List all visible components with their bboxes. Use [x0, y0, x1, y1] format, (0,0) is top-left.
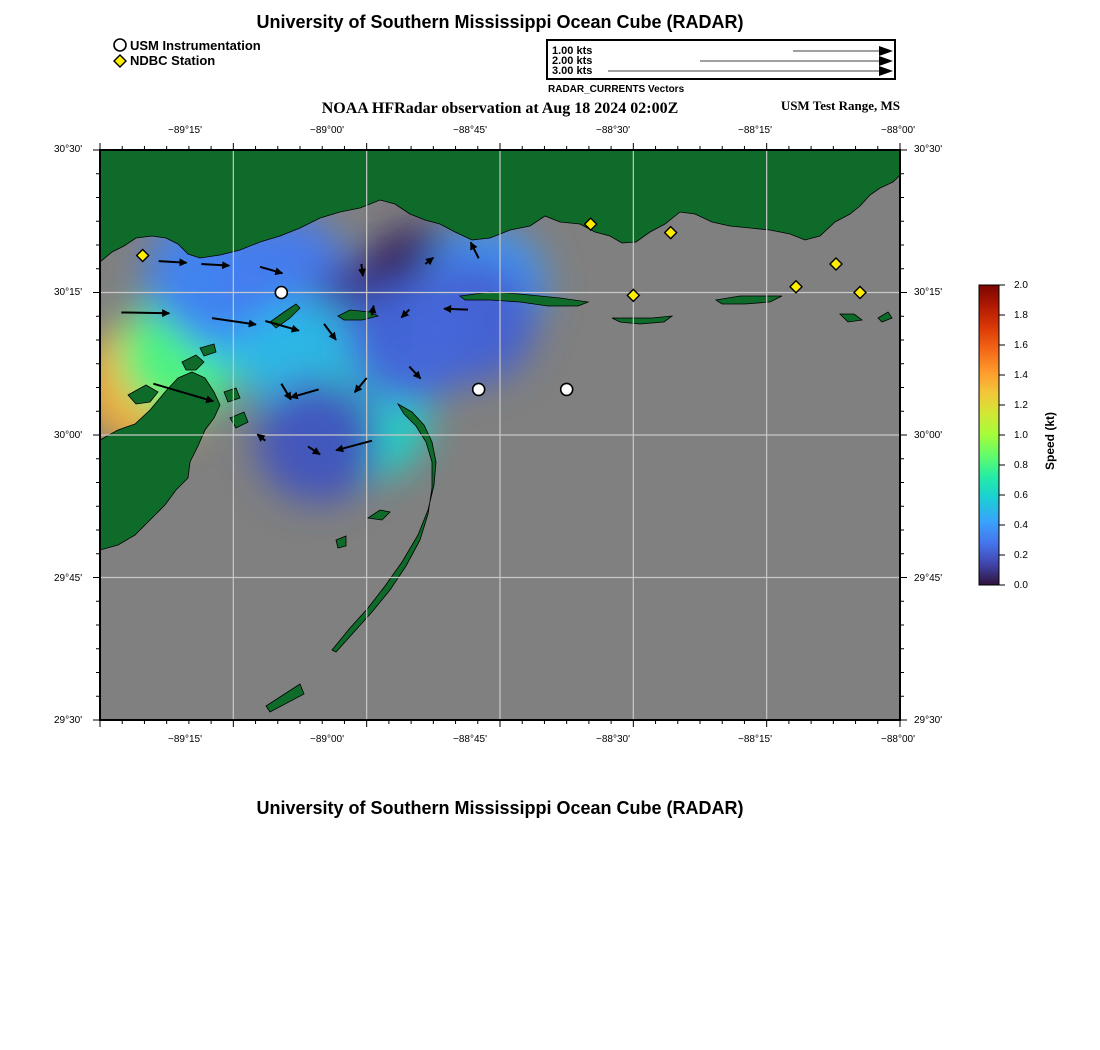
- x-tick-bottom-1: −89°15': [168, 734, 202, 745]
- speed-colorbar: [975, 280, 1015, 592]
- y-tick-right-3: 30°00': [914, 430, 943, 441]
- colorbar-tick-1.4: 1.4: [1014, 370, 1028, 381]
- y-tick-right-5: 29°30': [914, 715, 943, 726]
- x-tick-bottom-2: −89°00': [310, 734, 344, 745]
- colorbar-tick-0.8: 0.8: [1014, 460, 1028, 471]
- colorbar-title: Speed (kt): [1043, 411, 1057, 470]
- speed-cell-13: [347, 282, 471, 406]
- x-tick-bottom-4: −88°30': [596, 734, 630, 745]
- y-tick-left-5: 29°30': [54, 715, 83, 726]
- colorbar-tick-0.2: 0.2: [1014, 550, 1028, 561]
- x-tick-bottom-6: −88°00': [881, 734, 915, 745]
- second-panel-title: University of Southern Mississippi Ocean Cube (RADAR): [256, 798, 744, 818]
- x-tick-top-1: −89°15': [168, 125, 202, 136]
- usm-site-3: [561, 383, 573, 395]
- x-tick-bottom-3: −88°45': [453, 734, 487, 745]
- speed-cell-12: [257, 379, 381, 503]
- y-tick-left-1: 30°30': [54, 144, 83, 155]
- vector-scale-label-1: 1.00 kts: [552, 45, 593, 57]
- x-tick-top-3: −88°45': [453, 125, 487, 136]
- current-vector-7: [121, 312, 169, 313]
- vector-scale-caption: RADAR_CURRENTS Vectors: [548, 84, 685, 95]
- y-tick-left-2: 30°15': [54, 287, 83, 298]
- x-tick-top-2: −89°00': [310, 125, 344, 136]
- colorbar-tick-1.0: 1.0: [1014, 430, 1028, 441]
- colorbar-gradient: [979, 285, 999, 585]
- colorbar-tick-1.2: 1.2: [1014, 400, 1028, 411]
- y-tick-right-4: 29°45': [914, 573, 943, 584]
- vector-scale-label-2: 2.00 kts: [552, 55, 593, 67]
- x-tick-top-5: −88°15': [738, 125, 772, 136]
- colorbar-tick-0.0: 0.0: [1014, 580, 1028, 591]
- current-vector-13: [444, 309, 468, 310]
- x-tick-bottom-5: −88°15': [738, 734, 772, 745]
- usm-site-2: [473, 383, 485, 395]
- x-tick-top-6: −88°00': [881, 125, 915, 136]
- map-subtitle: NOAA HFRadar observation at Aug 18 2024 02:00Z: [321, 100, 679, 117]
- colorbar-tick-1.6: 1.6: [1014, 340, 1028, 351]
- chart-title: University of Southern Mississippi Ocean Cube (RADAR): [256, 12, 744, 32]
- y-tick-right-1: 30°30': [914, 144, 943, 155]
- region-label: USM Test Range, MS: [780, 98, 900, 113]
- y-tick-left-4: 29°45': [54, 573, 83, 584]
- colorbar-tick-0.4: 0.4: [1014, 520, 1028, 531]
- colorbar-tick-1.8: 1.8: [1014, 310, 1028, 321]
- legend-ndbc-label: NDBC Station: [130, 53, 216, 68]
- x-tick-top-4: −88°30': [596, 125, 630, 136]
- colorbar-tick-0.6: 0.6: [1014, 490, 1028, 501]
- usm-site-1: [275, 287, 287, 299]
- legend-usm-label: USM Instrumentation: [130, 37, 261, 53]
- y-tick-left-3: 30°00': [54, 430, 83, 441]
- y-tick-right-2: 30°15': [914, 287, 943, 298]
- vector-scale-label-3: 3.00 kts: [552, 65, 593, 77]
- colorbar-tick-2.0: 2.0: [1014, 280, 1028, 291]
